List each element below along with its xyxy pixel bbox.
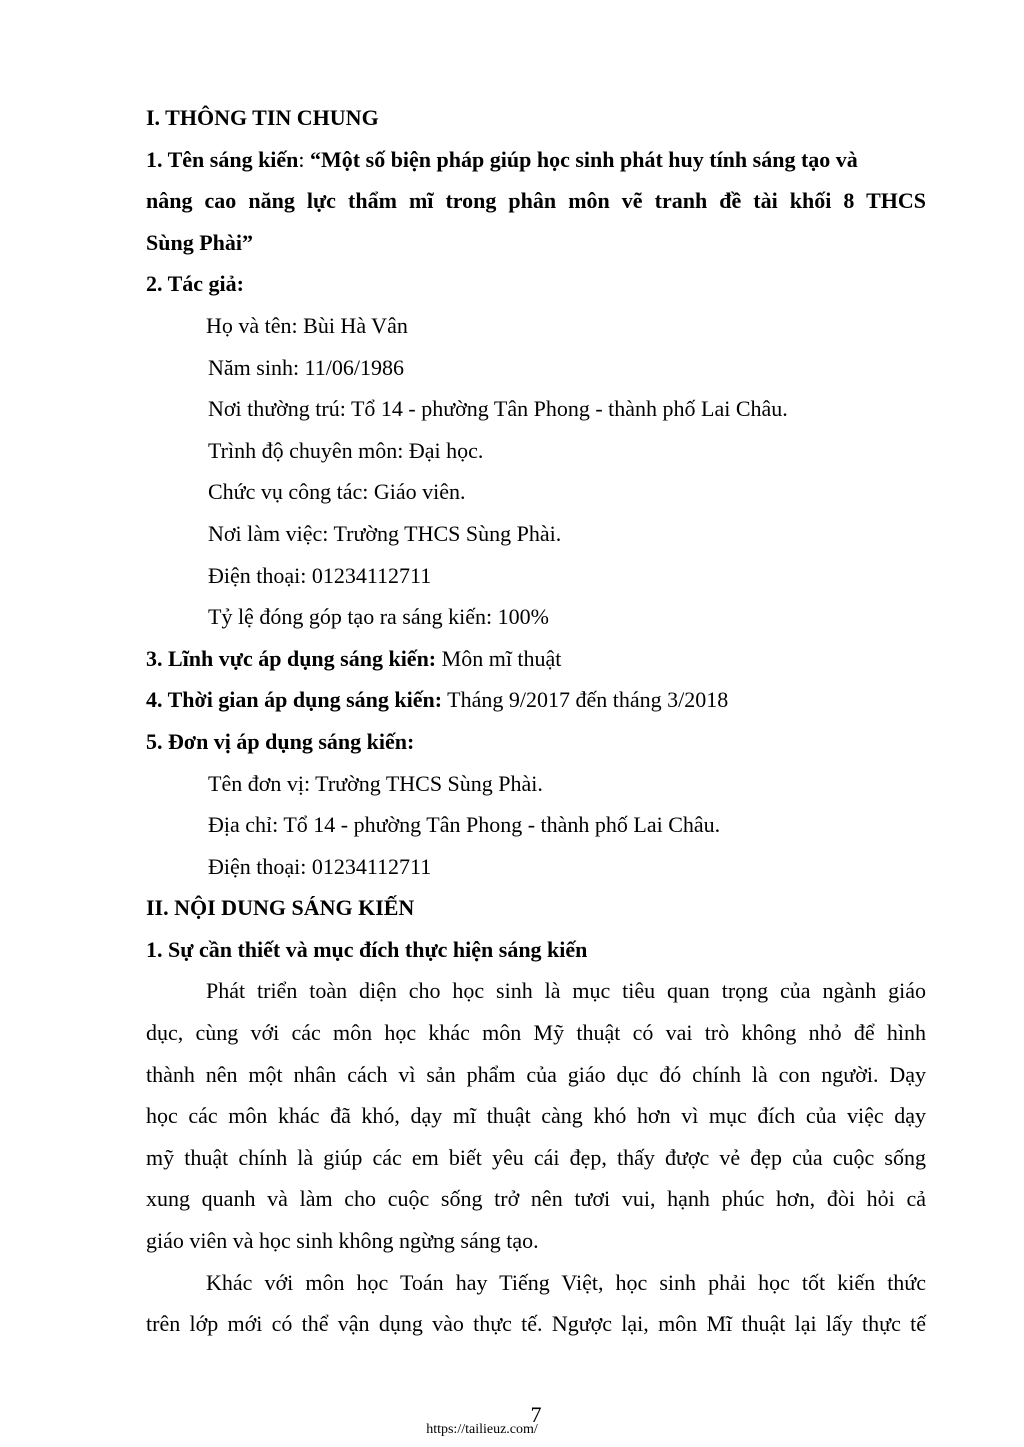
initiative-title-line-3: Sùng Phài” — [146, 229, 253, 255]
field-label: 3. Lĩnh vực áp dụng sáng kiến: — [146, 645, 437, 671]
author-workplace: Nơi làm việc: Trường THCS Sùng Phài. — [208, 520, 562, 546]
unit-address: Địa chỉ: Tổ 14 - phường Tân Phong - thành phố Lai Châu. — [208, 812, 721, 838]
paragraph-2-line-2: trên lớp mới có thể vận dụng vào thực tế. Ngược lại, môn Mĩ thuật lại lấy thực tế — [146, 1311, 926, 1337]
initiative-title-label: 1. Tên sáng kiến — [146, 146, 299, 172]
author-position: Chức vụ công tác: Giáo viên. — [208, 479, 466, 505]
paragraph-1-line-4: học các môn khác đã khó, dạy mĩ thuật càng khó hơn vì mục đích của việc dạy — [146, 1103, 926, 1129]
field-line — [146, 638, 926, 680]
field-value: Môn mĩ thuật — [436, 645, 562, 671]
page-content — [146, 97, 926, 1345]
paragraph-1-line-7: giáo viên và học sinh không ngừng sáng tạo. — [146, 1228, 539, 1254]
paragraph-1-line-6: xung quanh và làm cho cuộc sống trở nên tươi vui, hạnh phúc hơn, đòi hỏi cả — [146, 1186, 926, 1212]
paragraph-1-line-3: thành nên một nhân cách vì sản phẩm của giáo dục đó chính là con người. Dạy — [146, 1061, 926, 1087]
unit-heading: 5. Đơn vị áp dụng sáng kiến: — [146, 728, 415, 754]
time-label: 4. Thời gian áp dụng sáng kiến: — [146, 687, 443, 713]
page-number: 7 — [530, 1402, 542, 1427]
subsection-1-heading: 1. Sự cần thiết và mục đích thực hiện sáng kiến — [146, 936, 588, 962]
initiative-title-line-2: nâng cao năng lực thẩm mĩ trong phân môn vẽ tranh đề tài khối 8 THCS — [146, 188, 926, 214]
author-qualification: Trình độ chuyên môn: Đại học. — [208, 437, 484, 463]
initiative-title-colon: : — [298, 146, 311, 172]
time-line — [146, 679, 926, 721]
paragraph-2-line-1: Khác với môn học Toán hay Tiếng Việt, học sinh phải học tốt kiến thức — [206, 1269, 926, 1295]
author-phone: Điện thoại: 01234112711 — [208, 562, 432, 588]
author-heading: 2. Tác giả: — [146, 271, 244, 297]
unit-phone: Điện thoại: 01234112711 — [208, 853, 432, 879]
section-2-heading: II. NỘI DUNG SÁNG KIẾN — [146, 895, 415, 921]
author-name: Họ và tên: Bùi Hà Vân — [206, 312, 408, 338]
section-1-heading: I. THÔNG TIN CHUNG — [146, 105, 379, 130]
initiative-title-text-1: “Một số biện pháp giúp học sinh phát huy tính sáng tạo và — [310, 146, 858, 172]
paragraph-1-line-2: dục, cùng với các môn học khác môn Mỹ thuật có vai trò không nhỏ để hình — [146, 1020, 926, 1046]
author-birth: Năm sinh: 11/06/1986 — [208, 354, 404, 380]
initiative-title-line-1 — [146, 139, 926, 181]
paragraph-1-line-1: Phát triển toàn diện cho học sinh là mục tiêu quan trọng của ngành giáo — [206, 978, 926, 1004]
time-value: Tháng 9/2017 đến tháng 3/2018 — [442, 687, 729, 713]
author-contribution: Tỷ lệ đóng góp tạo ra sáng kiến: 100% — [208, 604, 549, 630]
author-residence: Nơi thường trú: Tổ 14 - phường Tân Phong - thành phố Lai Châu. — [208, 396, 788, 422]
footer-url: https://tailieuz.com/ — [426, 1422, 538, 1437]
unit-name: Tên đơn vị: Trường THCS Sùng Phài. — [208, 770, 543, 796]
paragraph-1-line-5: mỹ thuật chính là giúp các em biết yêu cái đẹp, thấy được vẻ đẹp của cuộc sống — [146, 1144, 926, 1170]
